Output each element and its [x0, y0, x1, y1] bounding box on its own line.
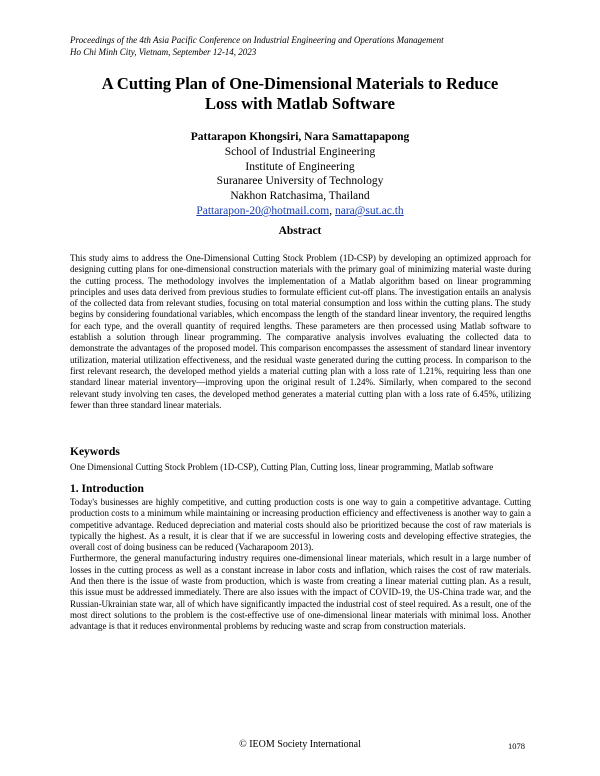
author-names: Pattarapon Khongsiri, Nara Samattapapong [190, 131, 410, 143]
email-separator: , [329, 204, 335, 217]
keywords-heading: Keywords [70, 446, 120, 458]
paper-title-line1: A Cutting Plan of One-Dimensional Materials to Reduce [101, 74, 499, 93]
email-link-2[interactable]: nara@sut.ac.th [334, 204, 404, 217]
abstract-text: This study aims to address the One-Dimensional Cutting Stock Problem (1D-CSP) by developing an optimized approach for designing cutting plans for one-dimensional construction materials with the primary goal of minimizing material waste during the cutting process. The methodology involves the implementation of a Matlab algorithm based on linear programming principles and uses data derived from previous studies to formulate efficient cut-off plans. The investigation entails an analysis of the collected data from relevant studies, focusing on total material consumption and loss within the cutting plans. The study begins by considering foundational variables, which encompass the length of the standard linear inventory, the required lengths for each type, and the overall quantity of required lengths. These parameters are then processed using Matlab software to establish a solution through linear programming. The comparative analysis involves evaluating the collected data to demonstrate the advantages of the proposed model. This comparison encompasses the assessment of standard linear inventory utilization, material utilization effectiveness, and the residual waste generated during the cutting process. In comparison to the first relevant research, the developed method yields a material cutting plan with a loss rate of 1.21%, requiring less than one standard linear material inventory—improving upon the original result of 1.24%. Similarly, when compared to the second relevant study involving ten cases, the developed method generates a material cutting plan with a loss rate of 6.45%, utilizing fewer than three standard linear materials. [70, 253, 531, 410]
conference-header-line1: Proceedings of the 4th Asia Pacific Conference on Industrial Engineering and Operations Management [70, 35, 444, 45]
footer-society: © IEOM Society International [239, 739, 361, 750]
author-emails [60, 204, 540, 219]
author-school: School of Industrial Engineering [224, 145, 376, 158]
author-institute: Institute of Engineering [245, 160, 355, 173]
email-link-1[interactable]: Pattarapon-20@hotmail.com [196, 204, 330, 217]
introduction-body [70, 497, 531, 633]
conference-header-line2: Ho Chi Minh City, Vietnam, September 12-14, 2023 [70, 46, 257, 57]
paper-title [60, 74, 540, 114]
introduction-paragraph-1: Today's businesses are highly competitive, and cutting production costs is one way to gain a competitive advantage. Cutting production costs to a minimum while maintaining or increasing production efficiency and effectiveness is another way to gain a competitive advantage. Reduced depreciation and material costs should also be prioritized because the cost of raw materials is typically the highest. As a result, it is clear that if we are successful in lowering costs and developing effective strategies, the overall cost of doing business can be reduced (Vacharapoom 2013). [70, 497, 531, 553]
introduction-paragraph-2: Furthermore, the general manufacturing industry requires one-dimensional linear materials, which result in a large number of losses in the cutting process as well as a constant increase in labor costs and inflation, which raises the cost of raw materials. And then there is the issue of waste from production, which is waste from creating a linear material cutting plan. As a result, this issue must be addressed immediately. There are also issues with the impact of COVID-19, the US-China trade war, and the Russian-Ukrainian state war, all of which have significantly impacted the industrial cost of steel required. As a result, one of the most direct solutions to the problem is the cost-effective use of one-dimensional linear materials with minimal loss. Another advantage is that it reduces environmental problems by reducing waste and scrap from construction materials. [70, 553, 531, 632]
keywords-text: One Dimensional Cutting Stock Problem (1D-CSP), Cutting Plan, Cutting loss, linear programming, Matlab software [70, 462, 494, 472]
conference-header [70, 35, 540, 58]
author-location: Nakhon Ratchasima, Thailand [230, 190, 370, 203]
introduction-heading: 1. Introduction [70, 483, 144, 495]
page-number: 1078 [508, 741, 525, 751]
abstract-heading: Abstract [278, 225, 322, 237]
author-block [60, 130, 540, 219]
paper-title-line2: Loss with Matlab Software [205, 94, 395, 113]
author-university: Suranaree University of Technology [216, 175, 384, 188]
